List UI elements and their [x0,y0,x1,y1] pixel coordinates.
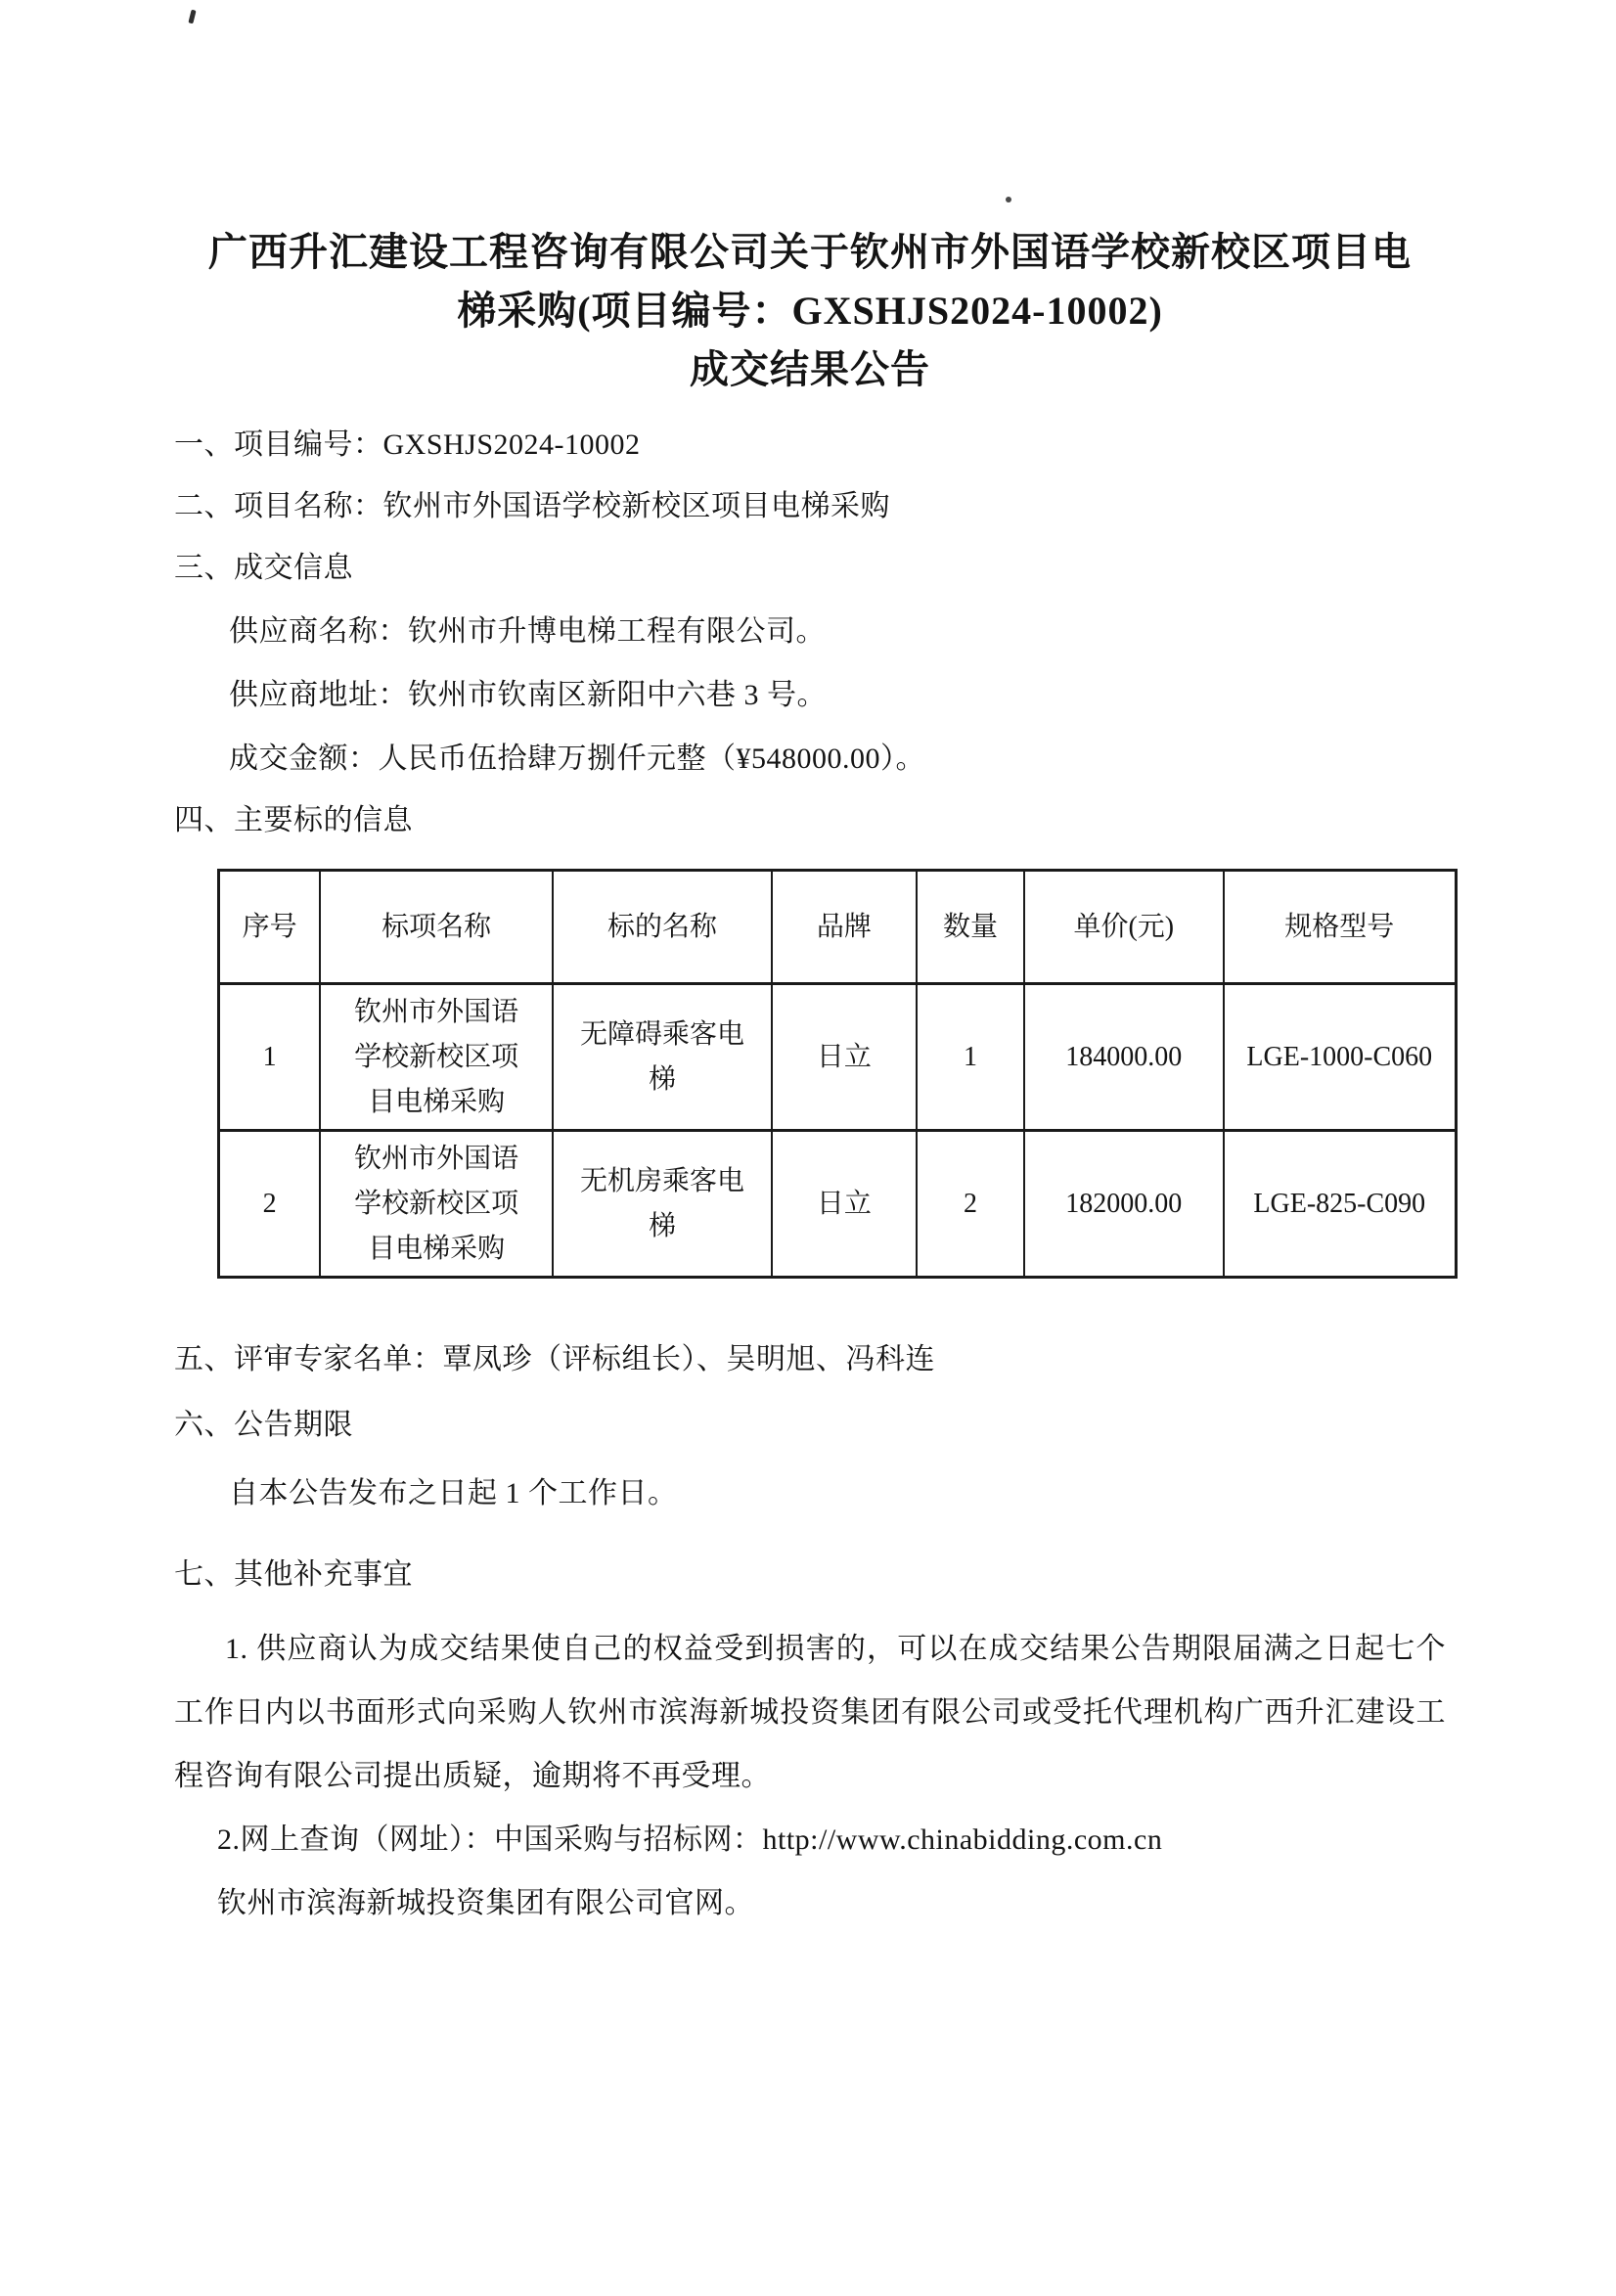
table-cell-model: LGE-825-C090 [1224,1131,1457,1278]
title-line-3: 成交结果公告 [690,347,930,391]
section-subject-info-heading: 四、主要标的信息 [174,804,413,836]
note2-line-2: 钦州市滨海新城投资集团有限公司官网。 [217,1887,754,1919]
section-project-name: 二、项目名称：钦州市外国语学校新校区项目电梯采购 [174,490,890,522]
table-cell-seq: 1 [219,984,321,1131]
section-award-info-heading: 三、成交信息 [174,552,353,584]
section-project-number: 一、项目编号：GXSHJS2024-10002 [174,428,641,461]
supplier-name-line: 供应商名称：钦州市升博电梯工程有限公司。 [229,615,826,648]
table-cell-unit-price: 184000.00 [1024,984,1224,1131]
document-title [174,223,1446,399]
table-header-cell-lot: 标项名称 [320,871,553,984]
period-text-line: 自本公告发布之日起 1 个工作日。 [229,1477,678,1509]
table-header-cell-unit-price: 单价(元) [1024,871,1224,984]
table-cell-qty: 1 [917,984,1024,1131]
table-cell-subject: 无机房乘客电梯 [553,1131,772,1278]
section-other-heading: 七、其他补充事宜 [174,1558,413,1591]
supplier-address-line: 供应商地址：钦州市钦南区新阳中六巷 3 号。 [229,679,827,711]
table-header-cell-seq: 序号 [219,871,321,984]
table-cell-subject: 无障碍乘客电梯 [553,984,772,1131]
section-period-heading: 六、公告期限 [174,1409,353,1441]
table-row [219,984,1457,1131]
title-line-1: 广西升汇建设工程咨询有限公司关于钦州市外国语学校新校区项目电 [208,230,1412,274]
subject-info-table [217,869,1458,1279]
table-cell-seq: 2 [219,1131,321,1278]
table-cell-brand: 日立 [772,1131,917,1278]
table-cell-qty: 2 [917,1131,1024,1278]
table-header-cell-brand: 品牌 [772,871,917,984]
table-row [219,1131,1457,1278]
table-cell-brand: 日立 [772,984,917,1131]
section-experts: 五、评审专家名单：覃凤珍（评标组长）、吴明旭、冯科连 [174,1343,935,1375]
award-amount-line: 成交金额：人民币伍拾肆万捌仟元整（¥548000.00）。 [229,743,925,775]
note1-paragraph: 1. 供应商认为成交结果使自己的权益受到损害的，可以在成交结果公告期限届满之日起七个工作日内以书面形式向采购人钦州市滨海新城投资集团有限公司或受托代理机构广西升汇建设工程咨询有限公司提出质疑，逾期将不再受理。 [174,1633,1446,1792]
table-header-cell-qty: 数量 [917,871,1024,984]
table-header-cell-model: 规格型号 [1224,871,1457,984]
table-header-row [219,871,1457,984]
document-content [174,0,1446,1935]
table-cell-model: LGE-1000-C060 [1224,984,1457,1131]
note2-line-1: 2.网上查询（网址）：中国采购与招标网：http://www.chinabidding.com.cn [217,1823,1163,1856]
table-cell-lot: 钦州市外国语学校新校区项目电梯采购 [320,1131,553,1278]
table-cell-lot: 钦州市外国语学校新校区项目电梯采购 [320,984,553,1131]
table-cell-unit-price: 182000.00 [1024,1131,1224,1278]
table-header-cell-subject: 标的名称 [553,871,772,984]
title-line-2: 梯采购(项目编号：GXSHJS2024-10002) [457,289,1163,333]
